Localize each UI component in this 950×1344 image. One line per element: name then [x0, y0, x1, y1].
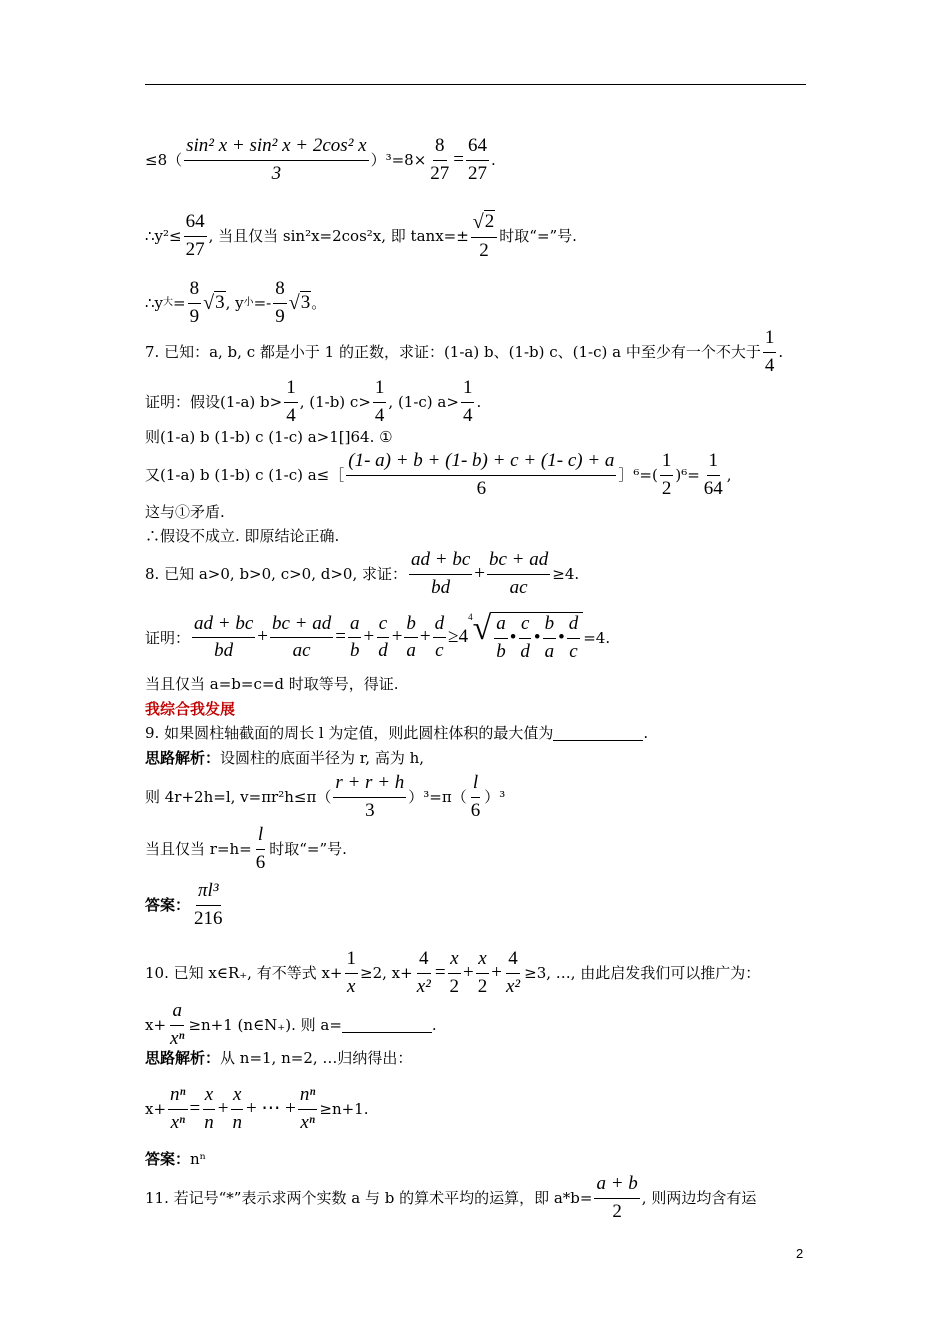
- problem-11-question: 11. 若记号“*”表示求两个实数 a 与 b 的算术平均的运算，即 a*b= $\frac{a + b}{2}$ , 则两边均含有运: [145, 1173, 757, 1222]
- fraction: $\frac{1}{4}$: [286, 377, 296, 426]
- fraction: $\frac{\text{πl³}}{216}$: [194, 880, 223, 929]
- fraction: $\frac{l}{6}$: [255, 824, 266, 873]
- fraction: $\frac{d}{c}$: [434, 612, 445, 662]
- section-heading: 我综合我发展: [145, 700, 236, 718]
- fraction: $\frac{4}{\text{x²}}$: [416, 948, 431, 997]
- sqrt: √ 3: [203, 292, 225, 315]
- fraction: $\frac{ad + bc}{bd}$: [411, 549, 471, 598]
- fraction: $\frac{c}{d}$: [378, 612, 388, 662]
- problem-7-proof-3: 又(1-a) b (1-b) c (1-c) a≤［ $\frac{(1- a) + b + (1- b) + c + (1- c) + a}{6}$ ］⁶=( $\frac{1}{2}$ )⁶= $\frac{1}{64}$ ,: [145, 450, 732, 499]
- problem-7-contradiction: 这与①矛盾.: [145, 503, 225, 521]
- fraction: √ 2 2: [471, 210, 497, 263]
- problem-10-question: 10. 已知 x∈R₊, 有不等式 x+ $\frac{1}{x}$ ≥2, x+ $\frac{4}{\text{x²}}$ = $\frac{x}{2}$ + $\frac{x}{2}$ + $\frac{4}{\text{x²}}$ ≥3, …, 由此启发我们可以推广为：: [145, 948, 761, 997]
- fraction: $\frac{1}{x}$: [346, 948, 356, 997]
- fraction: $\frac{x}{n}$: [204, 1084, 214, 1133]
- fraction: $\frac{\text{nⁿ}}{\text{xⁿ}}$: [170, 1084, 186, 1133]
- fraction: $\frac{4}{\text{x²}}$: [505, 948, 521, 997]
- fraction: $\frac{\text{sin² x + sin² x + 2cos² x}}{3}$: [186, 135, 367, 184]
- fraction: $\frac{1}{4}$: [764, 327, 775, 376]
- fraction: $\frac{64}{27}$: [468, 135, 488, 184]
- problem-8-proof: 证明： $\frac{ad + bc}{bd}$ + $\frac{bc + ad}{ac}$ = $\frac{a}{b}$ + $\frac{c}{d}$ + $\frac{b}{a}$ + $\frac{d}{c}$ ≥4 4 √ $\frac{a}{b}$ • $\frac{c}{d}$ • $\frac{b}{a}$ • $\frac{d}{c}$ =4.: [145, 610, 611, 662]
- problem-9-question: 9. 如果圆柱轴截面的周长 l 为定值，则此圆柱体积的最大值为 .: [145, 724, 649, 742]
- problem-7-proof-1: 证明：假设(1-a) b> $\frac{1}{4}$ , (1-b) c> $\frac{1}{4}$ , (1-c) a> $\frac{1}{4}$ .: [145, 377, 482, 426]
- fraction: $\frac{1}{4}$: [374, 377, 385, 426]
- derivation-line-3: ∴y 大 = $\frac{8}{9}$ √ 3 , y 小 =- $\frac{8}{9}$ √ 3 。: [145, 278, 327, 327]
- fraction: $\frac{b}{a}$: [406, 612, 416, 662]
- problem-10-generalization: x+ $\frac{a}{\text{xⁿ}}$ ≥n+1 (n∈N₊). 则 a= .: [145, 1000, 437, 1049]
- header-rule: [145, 84, 806, 85]
- fraction: $\frac{64}{27}$: [185, 211, 205, 260]
- problem-10-hint: 思路解析： 从 n=1, n=2, …归纳得出：: [145, 1049, 413, 1067]
- fraction: $\frac{x}{2}$: [477, 948, 488, 997]
- fraction: $\frac{l}{6}$: [470, 772, 481, 821]
- page-number: 2: [796, 1246, 804, 1261]
- problem-7-conclusion: ∴假设不成立. 即原结论正确.: [145, 527, 340, 545]
- sqrt: √ 3: [288, 292, 311, 315]
- problem-8-conclusion: 当且仅当 a=b=c=d 时取等号，得证.: [145, 675, 399, 693]
- fraction: $\frac{8}{9}$: [189, 278, 200, 327]
- problem-7-proof-2: 则(1-a) b (1-b) c (1-c) a>1[]64. ①: [145, 428, 393, 446]
- fraction: $\frac{\text{nⁿ}}{\text{xⁿ}}$: [299, 1084, 316, 1133]
- fraction: $\frac{a + b}{2}$: [596, 1173, 638, 1222]
- fraction: $\frac{x}{n}$: [232, 1084, 242, 1133]
- fourth-root: 4 √ $\frac{a}{b}$ • $\frac{c}{d}$ • $\frac{b}{a}$ • $\frac{d}{c}$: [468, 612, 583, 664]
- answer-blank: [553, 726, 643, 741]
- fraction: $\frac{1}{4}$: [462, 377, 473, 426]
- fraction: $\frac{(1- a) + b + (1- b) + c + (1- c) + a}{6}$: [348, 450, 615, 499]
- fraction: $\frac{8}{9}$: [275, 278, 285, 327]
- fraction: $\frac{1}{2}$: [661, 450, 672, 499]
- problem-7-question: 7. 已知：a, b, c 都是小于 1 的正数，求证：(1-a) b、(1-b) c、(1-c) a 中至少有一个不大于 $\frac{1}{4}$ .: [145, 327, 784, 376]
- answer-blank: [342, 1018, 432, 1033]
- fraction: $\frac{bc + ad}{ac}$: [272, 612, 332, 662]
- problem-9-answer: 答案： $\frac{\text{πl³}}{216}$: [145, 880, 223, 929]
- fraction: $\frac{a}{b}$: [349, 612, 360, 662]
- problem-9-hint: 思路解析： 设圆柱的底面半径为 r, 高为 h,: [145, 749, 425, 767]
- fraction: $\frac{ad + bc}{bd}$: [194, 612, 254, 662]
- problem-9-derivation: 则 4r+2h=l, v=πr²h≤π（ $\frac{r + r + h}{3}$ ）³=π（ $\frac{l}{6}$ ）³: [145, 772, 506, 821]
- derivation-line-2: ∴y²≤ $\frac{64}{27}$ , 当且仅当 sin²x=2cos²x, 即 tanx=± √ 2 2 时取“=”号.: [145, 211, 577, 261]
- problem-8-question: 8. 已知 a>0, b>0, c>0, d>0, 求证： $\frac{ad + bc}{bd}$ + $\frac{bc + ad}{ac}$ ≥4.: [145, 549, 580, 598]
- problem-10-derivation: x+ $\frac{\text{nⁿ}}{\text{xⁿ}}$ = $\frac{x}{n}$ + $\frac{x}{n}$ + ⋯ + $\frac{\text{nⁿ}}{\text{xⁿ}}$ ≥n+1.: [145, 1084, 369, 1133]
- problem-9-equality: 当且仅当 r=h= $\frac{l}{6}$ 时取“=”号.: [145, 824, 347, 873]
- fraction: $\frac{bc + ad}{ac}$: [488, 549, 549, 598]
- fraction: $\frac{x}{2}$: [449, 948, 460, 997]
- derivation-line-1: ≤8（ $\frac{\text{sin² x + sin² x + 2cos² x}}{3}$ ）³=8× $\frac{8}{27}$ = $\frac{64}{27}$ .: [145, 135, 496, 184]
- fraction: $\frac{8}{27}$: [430, 135, 450, 184]
- fraction: $\frac{1}{64}$: [703, 450, 723, 499]
- problem-10-answer: 答案： nⁿ: [145, 1150, 207, 1168]
- fraction: $\frac{r + r + h}{3}$: [335, 772, 405, 821]
- fraction: $\frac{a}{\text{xⁿ}}$: [170, 1000, 185, 1049]
